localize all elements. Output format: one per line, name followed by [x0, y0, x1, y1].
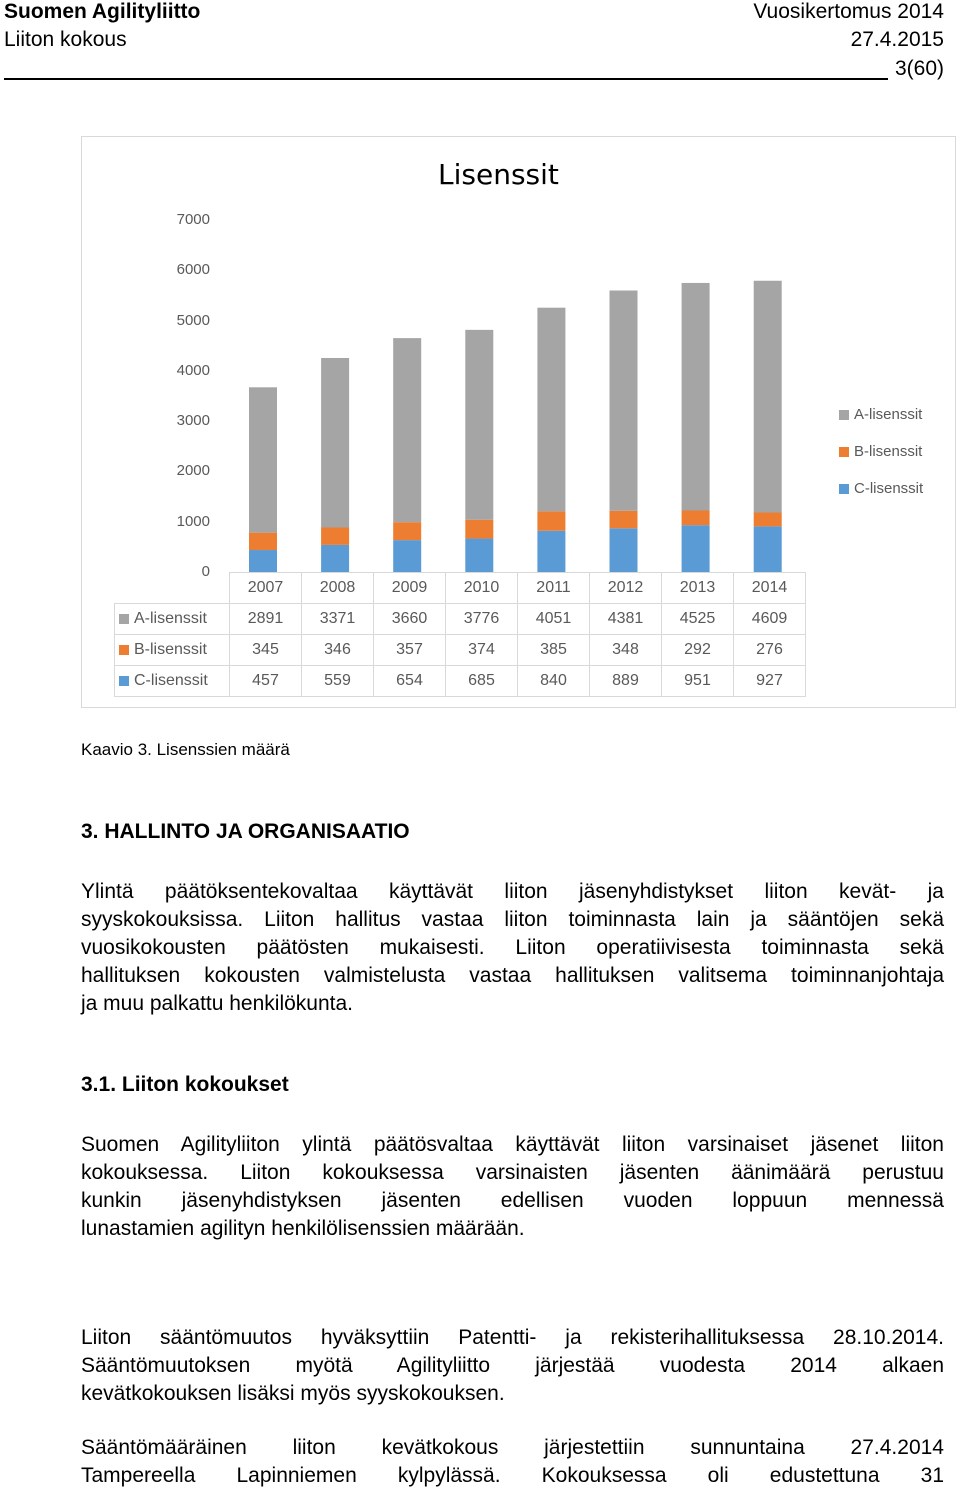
bar-A-lisenssit-2007 — [249, 387, 277, 532]
bar-C-lisenssit-2010 — [465, 539, 493, 573]
table-cell: 292 — [662, 635, 734, 666]
table-cell: 4381 — [590, 604, 662, 635]
table-row — [115, 604, 806, 635]
text-line: kevätkokouksen lisäksi myös syyskokouksen. — [81, 1382, 505, 1405]
y-tick-label: 6000 — [176, 261, 210, 279]
table-cell: 457 — [230, 666, 302, 697]
bar-B-lisenssit-2007 — [249, 533, 277, 550]
table-year: 2010 — [446, 573, 518, 604]
table-year: 2012 — [590, 573, 662, 604]
text-line: ja muu palkattu henkilökunta. — [81, 992, 354, 1015]
table-year: 2007 — [230, 573, 302, 604]
text-line: Liiton sääntömuutos hyväksyttiin Patentti- ja rekisterihallituksessa 28.10.2014. — [81, 1326, 944, 1349]
table-year: 2013 — [662, 573, 734, 604]
y-tick-label: 3000 — [176, 412, 210, 430]
text-line: Sääntömääräinen liiton kevätkokous järjestettiin sunnuntaina 27.4.2014 — [81, 1436, 944, 1459]
table-cell: 346 — [302, 635, 374, 666]
table-row — [115, 635, 806, 666]
bar-C-lisenssit-2011 — [537, 531, 565, 573]
paragraph — [81, 878, 944, 1018]
table-year: 2009 — [374, 573, 446, 604]
header-org: Suomen Agilityliitto — [4, 0, 201, 23]
table-cell: 357 — [374, 635, 446, 666]
header-meeting: Liiton kokous — [4, 28, 127, 51]
table-cell: 4609 — [734, 604, 806, 635]
text-line: hallituksen kokousten valmistelusta vastaa hallituksen valitsema toiminnanjohtaja — [81, 964, 944, 987]
table-year: 2011 — [518, 573, 590, 604]
legend-item-c — [839, 480, 923, 497]
table-header-row — [115, 573, 806, 604]
bar-A-lisenssit-2008 — [321, 358, 349, 528]
bar-C-lisenssit-2007 — [249, 550, 277, 573]
y-tick-label: 2000 — [176, 462, 210, 480]
subsection-heading: 3.1. Liiton kokoukset — [81, 1073, 289, 1096]
table-cell: 374 — [446, 635, 518, 666]
table-cell: 654 — [374, 666, 446, 697]
bar-A-lisenssit-2014 — [754, 281, 782, 513]
bar-A-lisenssit-2009 — [393, 338, 421, 522]
table-cell: 3371 — [302, 604, 374, 635]
table-cell: 840 — [518, 666, 590, 697]
legend-item-b — [839, 443, 922, 460]
legend-swatch-b — [839, 447, 849, 457]
bar-B-lisenssit-2011 — [537, 511, 565, 530]
bar-A-lisenssit-2011 — [537, 308, 565, 512]
table-cell: 345 — [230, 635, 302, 666]
text-line: Tampereella Lapinniemen kylpylässä. Kokouksessa oli edustettuna 31 — [81, 1464, 944, 1487]
chart-caption: Kaavio 3. Lisenssien määrä — [81, 740, 290, 759]
table-cell: 3660 — [374, 604, 446, 635]
text-line: kunkin jäsenyhdistyksen jäsenten edellisen vuoden loppuun mennessä — [81, 1189, 944, 1212]
header-doc-title: Vuosikertomus 2014 — [753, 0, 944, 23]
table-row — [115, 666, 806, 697]
text-line: vuosikokousten päätösten mukaisesti. Liiton operatiivisesta toiminnasta sekä — [81, 936, 944, 959]
bar-B-lisenssit-2008 — [321, 527, 349, 544]
bar-C-lisenssit-2013 — [682, 525, 710, 573]
paragraph — [81, 1131, 944, 1243]
table-row-label: A-lisenssit — [115, 604, 230, 635]
table-year: 2014 — [734, 573, 806, 604]
table-cell: 889 — [590, 666, 662, 697]
legend-swatch-c — [839, 484, 849, 494]
y-tick-label: 4000 — [176, 361, 210, 379]
table-cell: 385 — [518, 635, 590, 666]
chart-title: Lisenssit — [438, 158, 559, 191]
legend-label-c: C-lisenssit — [854, 480, 924, 497]
y-tick-label: 7000 — [176, 211, 210, 228]
bar-C-lisenssit-2009 — [393, 540, 421, 573]
table-cell: 685 — [446, 666, 518, 697]
table-cell: 951 — [662, 666, 734, 697]
table-cell: 927 — [734, 666, 806, 697]
table-cell: 4525 — [662, 604, 734, 635]
legend-label-b: B-lisenssit — [854, 443, 923, 460]
table-cell: 3776 — [446, 604, 518, 635]
table-cell: 2891 — [230, 604, 302, 635]
header-date: 27.4.2015 — [850, 28, 944, 51]
table-cell: 4051 — [518, 604, 590, 635]
table-row-label: B-lisenssit — [115, 635, 230, 666]
bar-A-lisenssit-2013 — [682, 283, 710, 511]
bar-B-lisenssit-2013 — [682, 510, 710, 525]
bar-C-lisenssit-2014 — [754, 526, 782, 573]
bar-B-lisenssit-2012 — [610, 511, 638, 528]
bar-C-lisenssit-2008 — [321, 545, 349, 573]
y-tick-label: 5000 — [176, 311, 210, 329]
table-cell: 276 — [734, 635, 806, 666]
chart-data-table — [114, 572, 806, 697]
y-tick-label: 1000 — [176, 512, 210, 530]
table-cell: 348 — [590, 635, 662, 666]
paragraph — [81, 1434, 944, 1490]
text-line: lunastamien agilityn henkilölisenssien määrään. — [81, 1217, 525, 1240]
text-line: Sääntömuutoksen myötä Agilityliitto järjestää vuodesta 2014 alkaen — [81, 1354, 944, 1377]
legend-item-a — [839, 406, 922, 423]
bar-B-lisenssit-2010 — [465, 520, 493, 539]
bar-B-lisenssit-2009 — [393, 522, 421, 540]
text-line: kokouksessa. Liiton kokouksessa varsinaisten jäsenten äänimäärä perustuu — [81, 1161, 944, 1184]
table-year: 2008 — [302, 573, 374, 604]
text-line: syyskokouksissa. Liiton hallitus vastaa liiton toiminnasta lain ja sääntöjen sekä — [81, 908, 944, 931]
text-line: Ylintä päätöksentekovaltaa käyttävät liiton jäsenyhdistykset liiton kevät- ja — [81, 880, 944, 903]
table-row-label: C-lisenssit — [115, 666, 230, 697]
section-heading: 3. HALLINTO JA ORGANISAATIO — [81, 820, 410, 843]
bar-A-lisenssit-2010 — [465, 330, 493, 520]
bar-A-lisenssit-2012 — [610, 290, 638, 510]
bar-B-lisenssit-2014 — [754, 513, 782, 527]
table-cell: 559 — [302, 666, 374, 697]
bar-C-lisenssit-2012 — [610, 528, 638, 573]
paragraph — [81, 1324, 944, 1408]
legend-swatch-a — [839, 410, 849, 420]
legend-label-a: A-lisenssit — [854, 406, 923, 423]
page-number: 3(60) — [894, 57, 944, 80]
y-tick-label: 0 — [201, 563, 210, 580]
text-line: Suomen Agilityliiton ylintä päätösvaltaa käyttävät liiton varsinaiset jäsenet liiton — [81, 1133, 944, 1156]
